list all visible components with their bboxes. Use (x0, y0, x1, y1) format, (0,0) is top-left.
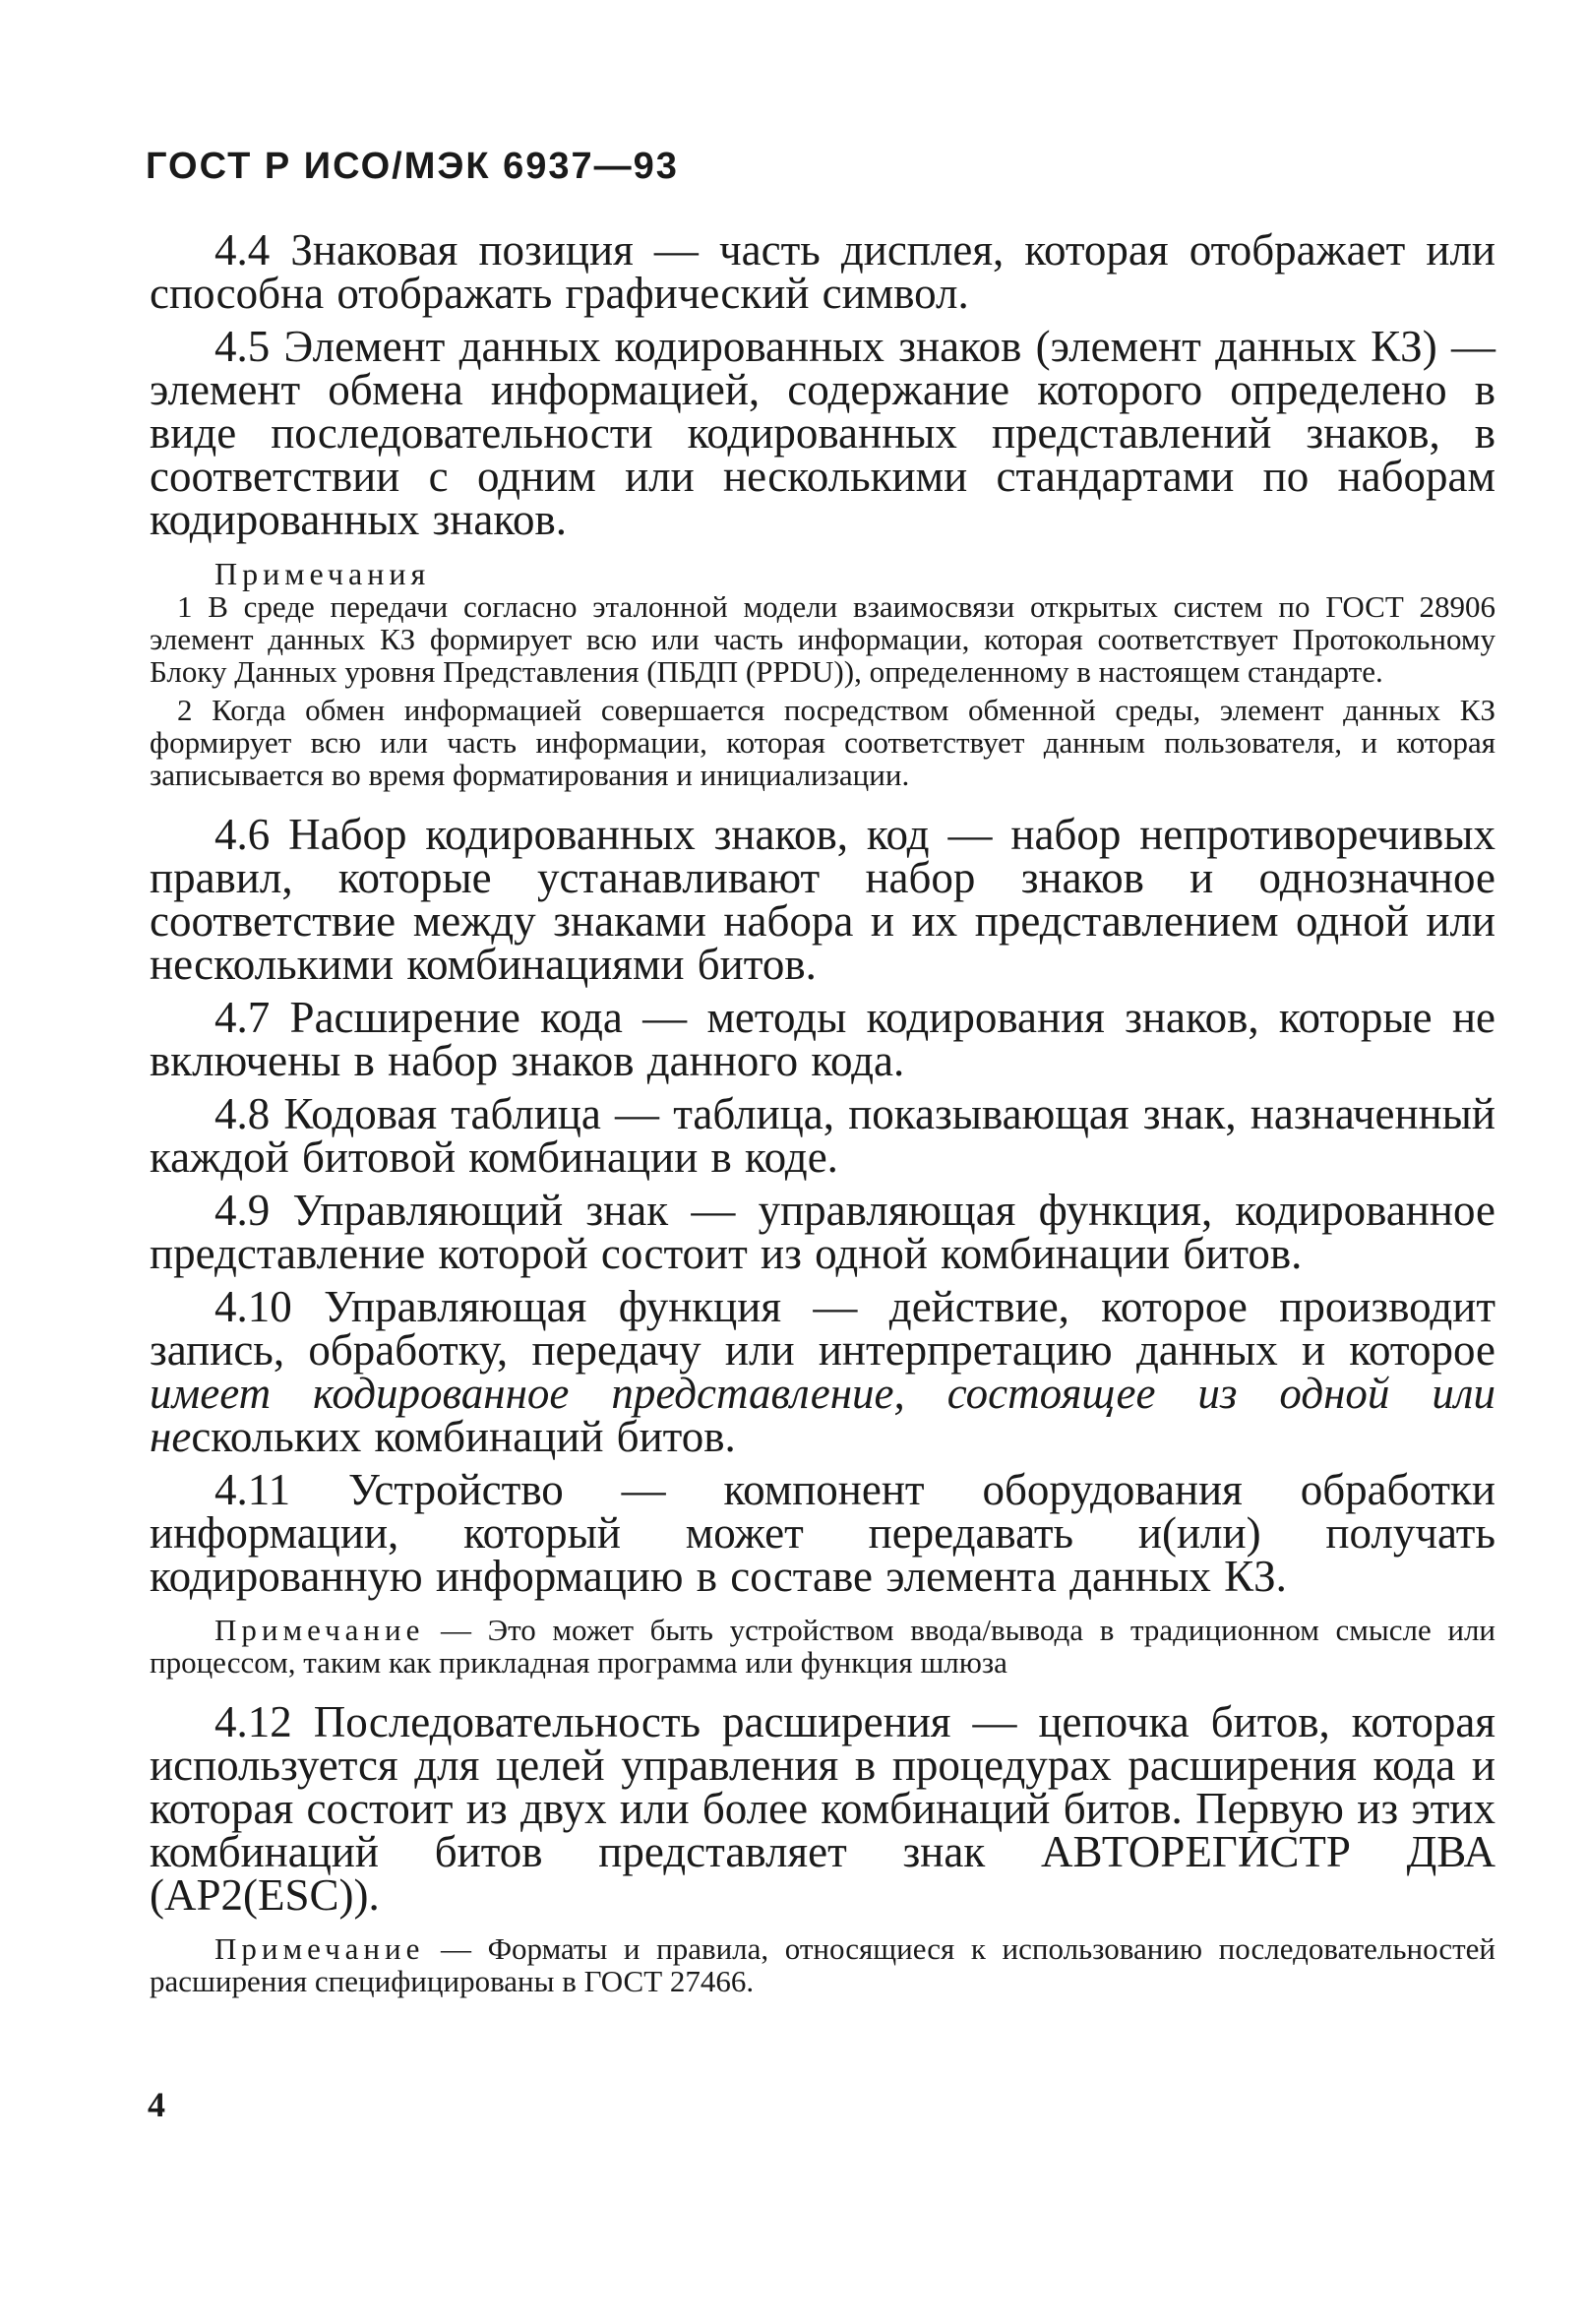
note-4-12 (150, 1932, 1495, 1997)
note-text: — Это может быть устройством ввода/вывода в традиционном смысле или процессом, таким как прикладная программа или функция шлюза (150, 1613, 1495, 1680)
note-4-11 (150, 1614, 1495, 1679)
note-text: — Форматы и правила, относящиеся к использованию последовательностей расширения специфицированы в ГОСТ 27466. (150, 1931, 1495, 1998)
notes-heading: Примечания (214, 556, 431, 591)
document-body (150, 225, 1495, 2019)
definition-4-5: 4.5 Элемент данных кодированных знаков (элемент данных КЗ) — элемент обмена информацией, содержание которого определено в виде последовательности кодированных представлений знаков, в соответствии с одним или несколькими стандартами по наборам кодированных знаков. (150, 322, 1495, 544)
note-label: Примечание (214, 1613, 425, 1647)
definition-4-11: 4.11 Устройство — компонент оборудования обработки информации, который может передавать и(или) получать кодированную информацию в составе элемента данных КЗ. (150, 1465, 1495, 1601)
notes-4-5 (150, 557, 1495, 791)
definition-4-4: 4.4 Знаковая позиция — часть дисплея, которая отображает или способна отображать графический символ. (150, 225, 1495, 318)
definition-4-12: 4.12 Последовательность расширения — цепочка битов, которая используется для целей управления в процедурах расширения кода и которая состоит из двух или более комбинаций битов. Первую из этих комбинаций битов представляет знак АВТОРЕГИСТР ДВА (АР2(ESC)). (150, 1697, 1495, 1920)
definition-4-7: 4.7 Расширение кода — методы кодирования знаков, которые не включены в набор знаков данного кода. (150, 993, 1495, 1085)
definition-4-10-end: скольких комбинаций битов. (191, 1412, 736, 1461)
definition-4-8: 4.8 Кодовая таблица — таблица, показывающая знак, назначенный каждой битовой комбинации в коде. (150, 1089, 1495, 1182)
definition-4-10-italic: имеет кодированное представление, состоящее из одной или не (150, 1369, 1495, 1461)
definition-4-10-text: 4.10 Управляющая функция — действие, которое производит запись, обработку, передачу или интерпретацию данных и которое (150, 1282, 1495, 1375)
note-item-1: 1 В среде передачи согласно эталонной модели взаимосвязи открытых систем по ГОСТ 28906 элемент данных КЗ формирует всю или часть информации, которая соответствует Протокольному Блоку Данных уровня Представления (ПБДП (PPDU)), определенному в настоящем стандарте. (150, 589, 1495, 689)
note-item-2: 2 Когда обмен информацией совершается посредством обменной среды, элемент данных КЗ формирует всю или часть информации, которая соответствует данным пользователя, и которая записывается во время форматирования и инициализации. (150, 693, 1495, 792)
definition-4-6: 4.6 Набор кодированных знаков, код — набор непротиворечивых правил, которые устанавливают набор знаков и однозначное соответствие между знаками набора и их представлением одной или несколькими комбинациями битов. (150, 810, 1495, 989)
definition-4-10 (150, 1282, 1495, 1461)
definition-4-9: 4.9 Управляющий знак — управляющая функция, кодированное представление которой состоит из одной комбинации битов. (150, 1186, 1495, 1278)
page-number: 4 (148, 2085, 165, 2124)
note-label: Примечание (214, 1931, 425, 1966)
page-header: ГОСТ Р ИСО/МЭК 6937—93 (146, 146, 679, 187)
